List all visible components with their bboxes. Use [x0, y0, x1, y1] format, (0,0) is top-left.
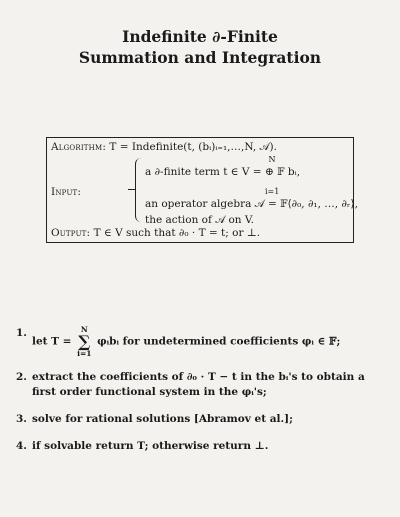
title-line-1: Indefinite ∂-Finite — [122, 27, 278, 46]
step-text: solve for rational solutions [Abramov et al.]; — [32, 413, 294, 425]
step-item — [16, 310, 386, 358]
step-text: extract the coefficients of ∂₀ · T − t in the bᵢ's to obtain a first order functional system in the φᵢ's; — [32, 371, 365, 398]
input-label: Input: — [51, 186, 82, 198]
direct-sum-lower-limit: i=1 — [265, 187, 280, 196]
step-number: 2. — [16, 371, 27, 383]
input-line-algebra: an operator algebra 𝒜 = 𝔽⟨∂₀, ∂₁, …, ∂ᵣ⟩, — [145, 198, 358, 210]
input-brace — [135, 158, 143, 222]
page-title — [0, 26, 400, 68]
step-item — [16, 439, 386, 454]
summation-upper-limit: N — [80, 325, 88, 334]
step-item — [16, 412, 386, 427]
output-line — [51, 227, 260, 239]
step-number: 4. — [16, 440, 27, 452]
step-1-suffix: φᵢbᵢ for undetermined coefficients φᵢ ∈ 𝔽; — [97, 335, 341, 348]
algorithm-box — [46, 137, 358, 243]
algorithm-signature: T = Indefinite(t, (bᵢ)ᵢ₌₁,…,N, 𝒜). — [109, 141, 277, 153]
summation-lower-limit: i=1 — [77, 348, 92, 358]
title-line-2: Summation and Integration — [78, 48, 322, 67]
summation-symbol — [77, 326, 91, 357]
step-1-prefix: let T = — [32, 335, 72, 348]
step-text: if solvable return T; otherwise return ⊥. — [32, 440, 269, 452]
input-line-term: a ∂-finite term t ∈ V = ⊕ 𝔽 bᵢ, — [145, 166, 301, 178]
algorithm-header — [51, 141, 277, 154]
algorithm-label: Algorithm: — [51, 141, 107, 153]
step-number: 3. — [16, 413, 27, 425]
step-number: 1. — [16, 327, 27, 339]
sigma-glyph: ∑ — [78, 331, 91, 351]
direct-sum-upper-limit: N — [268, 155, 276, 164]
step-text — [32, 326, 340, 357]
direct-sum-symbol — [262, 156, 282, 164]
output-text: T ∈ V such that ∂₀ · T = t; or ⊥. — [93, 227, 261, 239]
output-label: Output: — [51, 227, 91, 239]
step-item — [16, 370, 386, 400]
input-line-action: the action of 𝒜 on V. — [145, 214, 254, 226]
algorithm-steps — [16, 310, 386, 466]
